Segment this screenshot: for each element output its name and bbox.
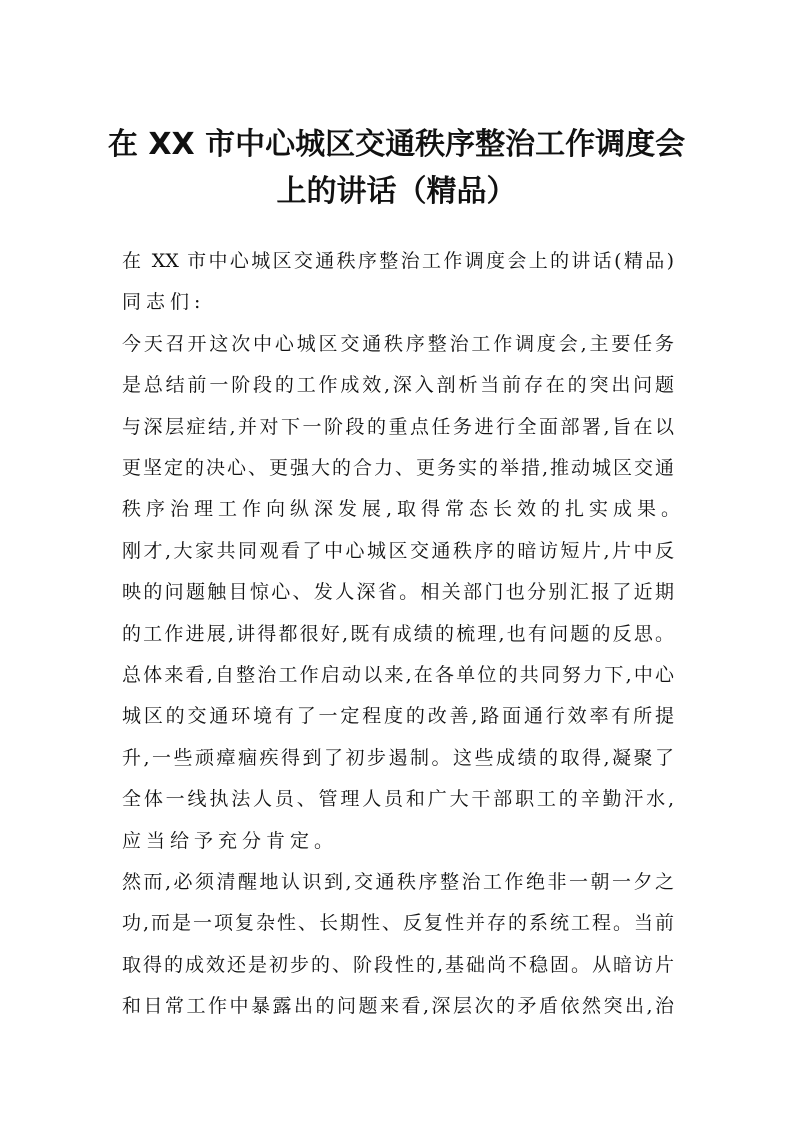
body-text-line: 同志们: xyxy=(122,291,206,314)
body-text-line: 然而,必须清醒地认识到,交通秩序整治工作绝非一朝一夕之 xyxy=(122,871,674,893)
body-text-line: 应当给予充分肯定。 xyxy=(122,829,339,852)
body-text-line: 全体一线执法人员、管理人员和广大干部职工的辛勤汗水, xyxy=(122,788,674,811)
body-text-line: 总体来看,自整治工作启动以来,在各单位的共同努力下,中心 xyxy=(122,664,674,686)
title-line-2: 上的讲话（精品） xyxy=(276,174,517,209)
body-text-line: 城区的交通环境有了一定程度的改善,路面通行效率有所提 xyxy=(122,705,674,728)
body-text-line: 秩序治理工作向纵深发展,取得常态长效的扎实成果。 xyxy=(122,498,686,521)
body-text-line: 今天召开这次中心城区交通秩序整治工作调度会,主要任务 xyxy=(122,332,674,355)
body-text-line: 取得的成效还是初步的、阶段性的,基础尚不稳固。从暗访片 xyxy=(122,953,674,976)
body-text-line: 映的问题触目惊心、发人深省。相关部门也分别汇报了近期 xyxy=(122,581,674,604)
body-text-line: 刚才,大家共同观看了中心城区交通秩序的暗访短片,片中反 xyxy=(122,539,674,562)
body-text-line: 升,一些顽瘴痼疾得到了初步遏制。这些成绩的取得,凝聚了 xyxy=(122,746,674,769)
body-text-line: 与深层症结,并对下一阶段的重点任务进行全面部署,旨在以 xyxy=(122,415,674,438)
title-line-1: 在 XX 市中心城区交通秩序整治工作调度会 xyxy=(107,127,686,162)
body-text-line: 更坚定的决心、更强大的合力、更务实的举措,推动城区交通 xyxy=(122,457,674,479)
body-text-line: 和日常工作中暴露出的问题来看,深层次的矛盾依然突出,治 xyxy=(122,995,674,1018)
body-text-line: 在 XX 市中心城区交通秩序整治工作调度会上的讲话(精品) xyxy=(122,250,674,272)
body-text-line: 的工作进展,讲得都很好,既有成绩的梳理,也有问题的反思。 xyxy=(122,622,674,645)
body-text-line: 是总结前一阶段的工作成效,深入剖析当前存在的突出问题 xyxy=(122,374,674,397)
body-text-line: 功,而是一项复杂性、长期性、反复性并存的系统工程。当前 xyxy=(122,912,674,935)
